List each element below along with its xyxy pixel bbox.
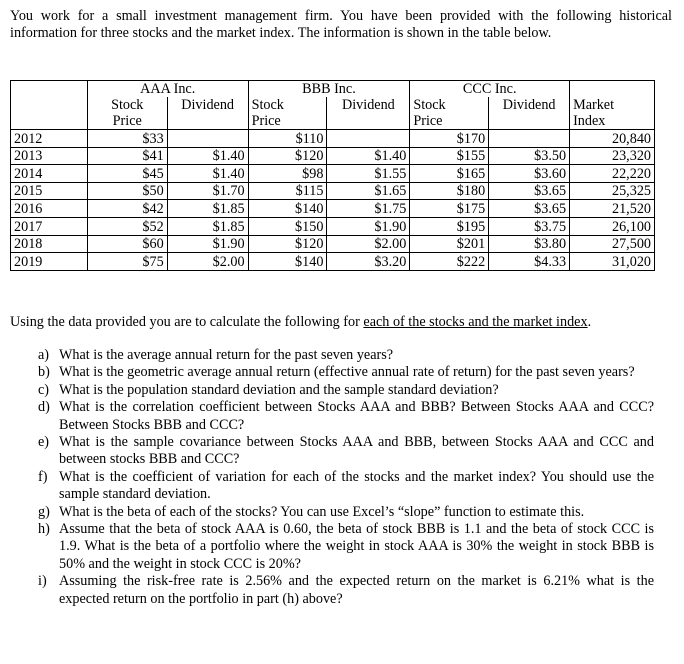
instruction-suffix: . bbox=[587, 314, 592, 330]
aaa-dividend-label: Dividend bbox=[167, 97, 248, 113]
table-row bbox=[11, 217, 655, 235]
intro-paragraph: You work for a small investment management firm. You have been provided with the following historical information for three stocks and the market index. The information is shown in the table below. bbox=[10, 8, 672, 42]
question-label: a) bbox=[38, 347, 50, 363]
table-cell-a_d: $1.70 bbox=[167, 182, 248, 200]
question-text: Assume that the beta of stock AAA is 0.60, the beta of stock BBB is 1.1 and the beta of stock CCC is 1.9. What is the beta of a portfolio where the weight in stock AAA is 30% the weight in stock BBB is 50% and the weight in stock CCC is 20%? bbox=[59, 521, 654, 572]
instruction-line bbox=[10, 314, 672, 331]
ccc-dividend-label: Dividend bbox=[489, 97, 570, 113]
bbb-dividend-label: Dividend bbox=[327, 97, 410, 113]
table-cell-c_d: $3.80 bbox=[489, 235, 570, 253]
bbb-stock-label: Stock bbox=[248, 97, 327, 113]
table-cell-m: 26,100 bbox=[570, 217, 655, 235]
table-cell-a_d: $1.90 bbox=[167, 235, 248, 253]
table-cell-b_d: $1.40 bbox=[327, 147, 410, 165]
market-label-1: Market bbox=[570, 97, 655, 113]
aaa-price-label: Price bbox=[87, 113, 167, 130]
question-text: What is the correlation coefficient between Stocks AAA and BBB? Between Stocks AAA and CCC? Between Stocks BBB and CCC? bbox=[59, 399, 654, 433]
table-row bbox=[11, 200, 655, 218]
question-label: b) bbox=[38, 364, 50, 381]
table-cell-c_p: $195 bbox=[410, 217, 489, 235]
question-item bbox=[38, 399, 654, 434]
question-text: What is the sample covariance between Stocks AAA and BBB, between Stocks AAA and CCC and between stocks BBB and CCC? bbox=[59, 434, 654, 468]
aaa-stock-label: Stock bbox=[87, 97, 167, 113]
table-cell-b_d: $1.75 bbox=[327, 200, 410, 218]
ccc-stock-label: Stock bbox=[410, 97, 489, 113]
table-cell-c_d: $3.65 bbox=[489, 200, 570, 218]
market-label-2: Index bbox=[570, 113, 655, 130]
header-row-companies bbox=[11, 81, 655, 98]
ccc-price-label: Price bbox=[410, 113, 489, 130]
table-cell-c_d: $3.60 bbox=[489, 165, 570, 183]
question-item bbox=[38, 382, 654, 399]
table-cell-b_d bbox=[327, 130, 410, 148]
question-item bbox=[38, 521, 654, 573]
table-cell-b_p: $115 bbox=[248, 182, 327, 200]
company-ccc: CCC Inc. bbox=[410, 81, 570, 98]
bbb-price-label: Price bbox=[248, 113, 327, 130]
question-label: d) bbox=[38, 399, 50, 416]
header-row-sub1 bbox=[11, 97, 655, 113]
table-cell-c_p: $201 bbox=[410, 235, 489, 253]
table-cell-b_d: $1.55 bbox=[327, 165, 410, 183]
question-text: Assuming the risk-free rate is 2.56% and the expected return on the market is 6.21% what is the expected return on the portfolio in part (h) above? bbox=[59, 573, 654, 607]
question-label: g) bbox=[38, 503, 50, 520]
question-item bbox=[38, 364, 654, 381]
question-item bbox=[38, 504, 654, 521]
table-cell-m: 20,840 bbox=[570, 130, 655, 148]
question-item bbox=[38, 347, 654, 364]
table-cell-m: 23,320 bbox=[570, 147, 655, 165]
table-cell-b_d: $1.65 bbox=[327, 182, 410, 200]
question-text: What is the coefficient of variation for each of the stocks and the market index? You should use the sample standard deviation. bbox=[59, 468, 654, 503]
question-label: i) bbox=[38, 573, 47, 590]
table-cell-b_p: $150 bbox=[248, 217, 327, 235]
header-row-sub2 bbox=[11, 113, 655, 130]
question-label: c) bbox=[38, 381, 50, 398]
question-label: h) bbox=[38, 521, 50, 538]
table-cell-c_p: $170 bbox=[410, 130, 489, 148]
table-cell-c_p: $155 bbox=[410, 147, 489, 165]
table-cell-a_p: $42 bbox=[87, 200, 167, 218]
table-cell-b_d: $3.20 bbox=[327, 253, 410, 271]
instruction-prefix: Using the data provided you are to calculate the following for bbox=[10, 314, 364, 330]
table-cell-c_p: $222 bbox=[410, 253, 489, 271]
table-cell-c_p: $175 bbox=[410, 200, 489, 218]
company-aaa: AAA Inc. bbox=[87, 81, 248, 98]
table-cell-year: 2018 bbox=[11, 235, 88, 253]
company-bbb: BBB Inc. bbox=[248, 81, 410, 98]
table-cell-a_p: $50 bbox=[87, 182, 167, 200]
question-text: What is the average annual return for the past seven years? bbox=[59, 347, 394, 363]
table-row bbox=[11, 182, 655, 200]
table-cell-year: 2012 bbox=[11, 130, 88, 148]
table-cell-b_p: $98 bbox=[248, 165, 327, 183]
table-cell-a_d: $1.40 bbox=[167, 147, 248, 165]
table-cell-c_d bbox=[489, 130, 570, 148]
table-cell-b_d: $2.00 bbox=[327, 235, 410, 253]
table-cell-m: 25,325 bbox=[570, 182, 655, 200]
table-cell-c_p: $180 bbox=[410, 182, 489, 200]
question-label: e) bbox=[38, 434, 50, 451]
table-cell-a_p: $41 bbox=[87, 147, 167, 165]
table-cell-b_p: $120 bbox=[248, 147, 327, 165]
question-text: What is the beta of each of the stocks? You can use Excel’s “slope” function to estimate this. bbox=[59, 503, 585, 520]
question-label: f) bbox=[38, 468, 48, 485]
table-cell-year: 2016 bbox=[11, 200, 88, 218]
table-cell-m: 22,220 bbox=[570, 165, 655, 183]
table-cell-b_p: $140 bbox=[248, 200, 327, 218]
instruction-underlined: each of the stocks and the market index bbox=[363, 314, 588, 330]
table-cell-a_d: $1.85 bbox=[167, 200, 248, 218]
table-cell-year: 2019 bbox=[11, 253, 88, 271]
table-cell-b_p: $120 bbox=[248, 235, 327, 253]
table-cell-a_d: $1.85 bbox=[167, 217, 248, 235]
table-cell-c_p: $165 bbox=[410, 165, 489, 183]
table-cell-b_p: $110 bbox=[248, 130, 327, 148]
table-cell-year: 2015 bbox=[11, 182, 88, 200]
stock-data-table bbox=[10, 80, 655, 271]
table-row bbox=[11, 253, 655, 271]
table-cell-year: 2017 bbox=[11, 217, 88, 235]
question-item bbox=[38, 434, 654, 469]
table-row bbox=[11, 235, 655, 253]
table-cell-a_p: $75 bbox=[87, 253, 167, 271]
table-body bbox=[11, 130, 655, 271]
table-cell-a_p: $52 bbox=[87, 217, 167, 235]
table-cell-m: 31,020 bbox=[570, 253, 655, 271]
question-list bbox=[38, 347, 654, 608]
table-cell-c_d: $4.33 bbox=[489, 253, 570, 271]
table-cell-b_d: $1.90 bbox=[327, 217, 410, 235]
table-cell-a_d bbox=[167, 130, 248, 148]
table-cell-m: 27,500 bbox=[570, 235, 655, 253]
table-cell-year: 2014 bbox=[11, 165, 88, 183]
table-cell-year: 2013 bbox=[11, 147, 88, 165]
table-cell-a_d: $2.00 bbox=[167, 253, 248, 271]
question-item bbox=[38, 469, 654, 504]
table-cell-a_p: $60 bbox=[87, 235, 167, 253]
table-cell-c_d: $3.65 bbox=[489, 182, 570, 200]
question-text: What is the population standard deviation and the sample standard deviation? bbox=[59, 381, 499, 398]
table-row bbox=[11, 147, 655, 165]
question-item bbox=[38, 573, 654, 608]
table-cell-a_d: $1.40 bbox=[167, 165, 248, 183]
table-cell-a_p: $33 bbox=[87, 130, 167, 148]
table-row bbox=[11, 165, 655, 183]
table-cell-b_p: $140 bbox=[248, 253, 327, 271]
table-cell-c_d: $3.75 bbox=[489, 217, 570, 235]
table-cell-a_p: $45 bbox=[87, 165, 167, 183]
question-text: What is the geometric average annual return (effective annual rate of return) for the past seven years? bbox=[59, 364, 635, 381]
table-cell-c_d: $3.50 bbox=[489, 147, 570, 165]
table-row bbox=[11, 130, 655, 148]
table-cell-m: 21,520 bbox=[570, 200, 655, 218]
